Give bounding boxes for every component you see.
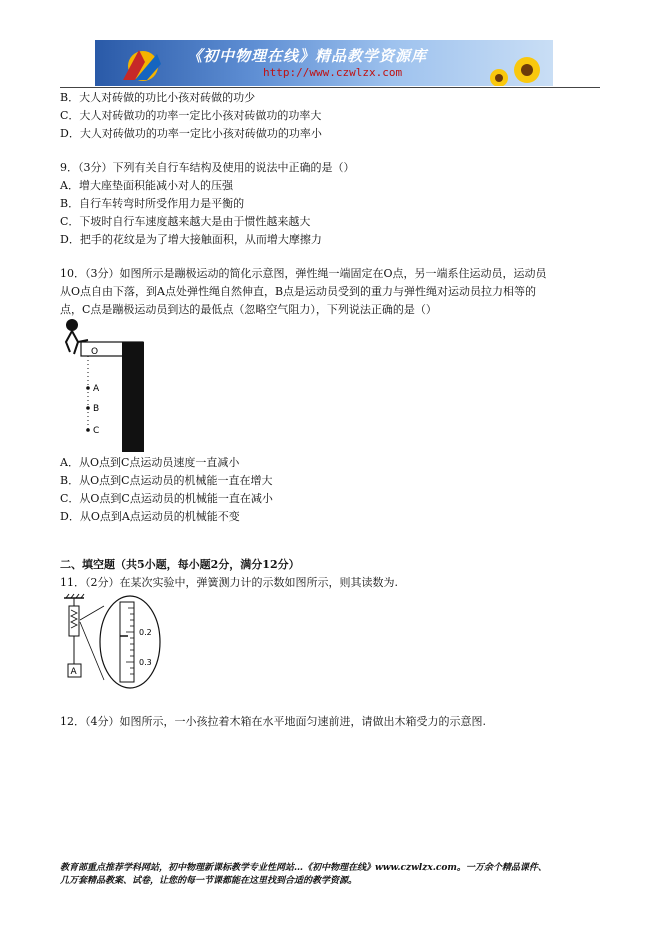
q10-stem-line-3: 点，C点是蹦极运动员到达的最低点（忽略空气阻力），下列说法正确的是（） <box>60 303 437 316</box>
section-heading-fill-in: 二、填空题（共5小题，每小题2分，满分12分） <box>60 558 300 571</box>
q9-stem: 9．（3分）下列有关自行车结构及使用的说法中正确的是（） <box>60 161 355 174</box>
label-c: C <box>93 426 100 436</box>
banner-title: 《初中物理在线》精品教学资源库 <box>187 47 428 65</box>
jumper-head-icon <box>66 319 78 331</box>
q10-option-a: A．从O点到C点运动员速度一直减小 <box>60 456 240 469</box>
point-a-dot <box>86 386 90 390</box>
q10-option-c: C．从O点到C点运动员的机械能一直在减小 <box>60 492 273 505</box>
q9-option-b: B．自行车转弯时所受作用力是平衡的 <box>60 197 245 210</box>
q9-option-c: C．下坡时自行车速度越来越大是由于惯性越来越大 <box>60 215 311 228</box>
page-footer <box>60 862 547 888</box>
q10-option-d: D．从O点到A点运动员的机械能不变 <box>60 510 240 523</box>
scale-mark-0-2: 0.2 <box>139 628 152 637</box>
spring-scale-figure <box>60 592 170 692</box>
label-a: A <box>93 384 100 394</box>
bungee-figure <box>60 318 150 454</box>
q8-option-d: D．大人对砖做功的功率一定比小孩对砖做功的功率小 <box>60 127 322 140</box>
label-o: O <box>91 347 99 357</box>
q12-stem: 12．（4分）如图所示，一小孩拉着木箱在水平地面匀速前进，请做出木箱受力的示意图. <box>60 715 486 728</box>
q8-option-b: B．大人对砖做的功比小孩对砖做的功少 <box>60 91 256 104</box>
point-b-dot <box>86 406 90 410</box>
header-rule <box>60 87 600 88</box>
cliff-wall <box>122 342 144 452</box>
q9-option-d: D．把手的花纹是为了增大接触面积，从而增大摩擦力 <box>60 233 322 246</box>
q10-option-b: B．从O点到C点运动员的机械能一直在增大 <box>60 474 273 487</box>
q9-option-a: A．增大座垫面积能减小对人的压强 <box>60 179 233 192</box>
header-banner <box>95 40 553 86</box>
q11-stem: 11．（2分）在某次实验中，弹簧测力计的示数如图所示，则其读数为. <box>60 576 398 589</box>
scale-mark-0-3: 0.3 <box>139 658 152 667</box>
spring-scale-body <box>69 606 79 636</box>
weight-block-label: A <box>70 667 77 677</box>
q8-option-c: C．大人对砖做功的功率一定比小孩对砖做功的功率大 <box>60 109 322 122</box>
footer-line-1: 教育部重点推荐学科网站，初中物理新课标教学专业性网站…《初中物理在线》www.czwlzx.com。一万余个精品课件、 <box>60 863 547 873</box>
q10-stem-line-2: 从O点自由下落，到A点处弹性绳自然伸直，B点是运动员受到的重力与弹性绳对运动员拉力相等的 <box>60 285 537 298</box>
point-c-dot <box>86 428 90 432</box>
banner-url[interactable]: http://www.czwlzx.com <box>263 66 403 79</box>
label-b: B <box>93 404 100 414</box>
q10-stem-line-1: 10．（3分）如图所示是蹦极运动的简化示意图，弹性绳一端固定在O点，另一端系住运动员，运动员 <box>60 267 547 280</box>
footer-line-2: 几万套精品教案、试卷，让您的每一节课都能在这里找到合适的教学资源。 <box>60 876 358 886</box>
